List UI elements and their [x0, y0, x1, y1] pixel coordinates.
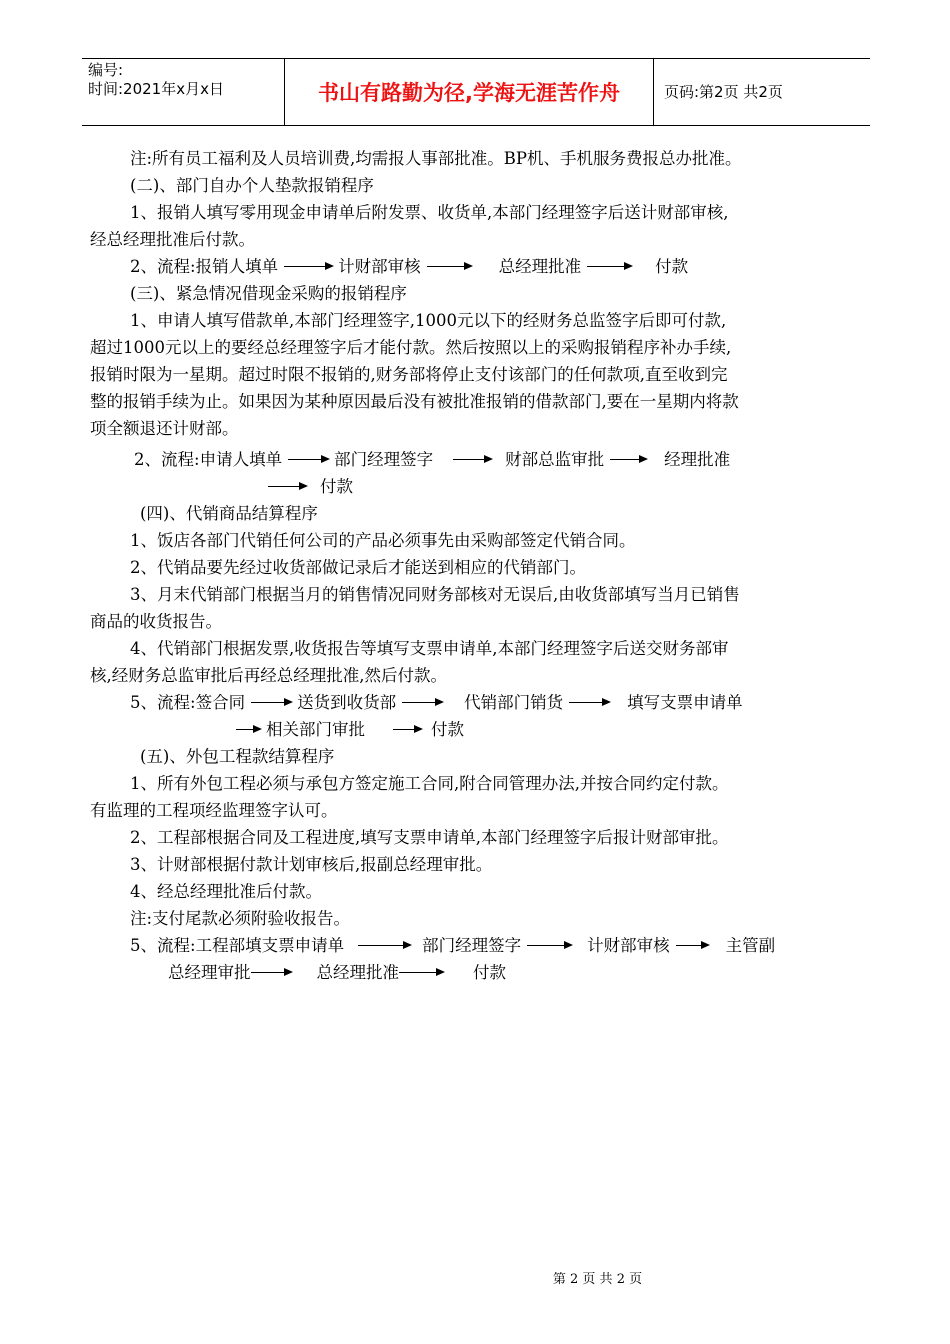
arrow-icon — [402, 702, 442, 703]
arrow-icon — [288, 459, 328, 460]
paragraph: 3、月末代销部门根据当月的销售情况同财务部核对无误后,由收货部填写当月已销售 — [130, 585, 740, 604]
paragraph: 报销时限为一星期。超过时限不报销的,财务部将停止支付该部门的任何款项,直至收到完 — [90, 365, 728, 384]
flow-step: 付款 — [655, 257, 689, 276]
time-label: 时间:2021年x月x日 — [88, 80, 224, 98]
flow-prefix: 2、流程: — [134, 450, 200, 469]
flow-step: 总经理批准 — [498, 257, 582, 276]
paragraph: 有监理的工程项经监理签字认可。 — [90, 801, 338, 820]
flow-step: 经理批准 — [664, 450, 731, 469]
flow-line — [90, 253, 860, 280]
paragraph: 超过1000元以上的要经总经理签字后才能付款。然后按照以上的采购报销程序补办手续, — [90, 338, 732, 357]
arrow-icon — [587, 266, 631, 267]
paragraph: 4、经总经理批准后付款。 — [130, 882, 322, 901]
arrow-icon — [527, 945, 571, 946]
flow-step: 报销人填单 — [195, 257, 279, 276]
arrow-icon — [427, 266, 471, 267]
flow-step: 部门经理签字 — [422, 936, 522, 955]
paragraph: 2、工程部根据合同及工程进度,填写支票申请单,本部门经理签字后报计财部审批。 — [130, 828, 729, 847]
arrow-icon — [251, 972, 291, 973]
flow-step: 计财部审核 — [587, 936, 670, 955]
paragraph: 整的报销手续为止。如果因为某种原因最后没有被批准报销的借款部门,要在一星期内将款 — [90, 392, 739, 411]
arrow-icon — [236, 729, 260, 730]
paragraph: 1、报销人填写零用现金申请单后附发票、收货单,本部门经理签字后送计财部审核, — [130, 203, 729, 222]
header-page-info: 页码:第2页 共2页 — [664, 83, 783, 101]
flow-step: 申请人填单 — [199, 450, 283, 469]
flow-step: 主管副 — [725, 936, 776, 955]
paragraph: 2、代销品要先经过收货部做记录后才能送到相应的代销部门。 — [130, 558, 586, 577]
arrow-icon — [453, 459, 491, 460]
flow-step: 部门经理签字 — [334, 450, 434, 469]
flow-line — [90, 689, 860, 716]
arrow-icon — [284, 266, 332, 267]
flow-prefix: 2、流程: — [130, 257, 196, 276]
flow-step: 财部总监审批 — [505, 450, 605, 469]
flow-step: 总经理批准 — [316, 963, 399, 982]
paragraph: 3、计财部根据付款计划审核后,报副总经理审批。 — [130, 855, 493, 874]
section-title: (二)、部门自办个人垫款报销程序 — [130, 176, 374, 195]
arrow-icon — [358, 945, 410, 946]
flow-step: 付款 — [320, 477, 353, 496]
document-body — [90, 145, 860, 986]
number-label: 编号: — [88, 61, 124, 79]
paragraph: 商品的收货报告。 — [90, 612, 222, 631]
paragraph: 注:所有员工福利及人员培训费,均需报人事部批准。BP机、手机服务费报总办批准。 — [130, 149, 742, 168]
page-footer: 第 2 页 共 2 页 — [552, 1272, 643, 1287]
header-meta — [88, 61, 224, 99]
paragraph: 经总经理批准后付款。 — [90, 230, 255, 249]
section-title: (三)、紧急情况借现金采购的报销程序 — [130, 284, 407, 303]
flow-step: 相关部门审批 — [266, 720, 365, 739]
flow-step: 工程部填支票申请单 — [195, 936, 345, 955]
arrow-icon — [393, 729, 421, 730]
arrow-icon — [569, 702, 609, 703]
paragraph: 1、饭店各部门代销任何公司的产品必须事先由采购部签定代销合同。 — [130, 531, 636, 550]
paragraph: 4、代销部门根据发票,收货报告等填写支票申请单,本部门经理签字后送交财务部审 — [130, 639, 729, 658]
flow-line — [90, 446, 860, 473]
header-motto: 书山有路勤为径,学海无涯苦作舟 — [284, 59, 654, 125]
flow-step: 送货到收货部 — [297, 693, 397, 712]
arrow-icon — [676, 945, 708, 946]
flow-step: 代销部门销货 — [464, 693, 564, 712]
flow-line — [90, 716, 860, 743]
section-title: (五)、外包工程款结算程序 — [140, 747, 335, 766]
flow-step: 签合同 — [195, 693, 246, 712]
paragraph: 核,经财务总监审批后再经总经理批准,然后付款。 — [90, 666, 447, 685]
paragraph: 1、申请人填写借款单,本部门经理签字,1000元以下的经财务总监签字后即可付款, — [130, 311, 727, 330]
flow-line — [90, 959, 860, 986]
flow-step: 总经理审批 — [168, 963, 251, 982]
flow-line — [90, 932, 860, 959]
paragraph: 1、所有外包工程必须与承包方签定施工合同,附合同管理办法,并按合同约定付款。 — [130, 774, 729, 793]
flow-step: 填写支票申请单 — [627, 693, 743, 712]
section-title: (四)、代销商品结算程序 — [140, 504, 318, 523]
flow-line — [90, 473, 860, 500]
arrow-icon — [610, 459, 646, 460]
flow-step: 计财部审核 — [338, 257, 421, 276]
flow-step: 付款 — [473, 963, 506, 982]
arrow-icon — [268, 486, 306, 487]
flow-prefix: 5、流程: — [130, 936, 196, 955]
arrow-icon — [251, 702, 291, 703]
page-header — [82, 58, 870, 126]
arrow-icon — [399, 972, 443, 973]
flow-prefix: 5、流程: — [130, 693, 196, 712]
paragraph: 项全额退还计财部。 — [90, 419, 239, 438]
paragraph: 注:支付尾款必须附验收报告。 — [130, 909, 351, 928]
flow-step: 付款 — [431, 720, 464, 739]
